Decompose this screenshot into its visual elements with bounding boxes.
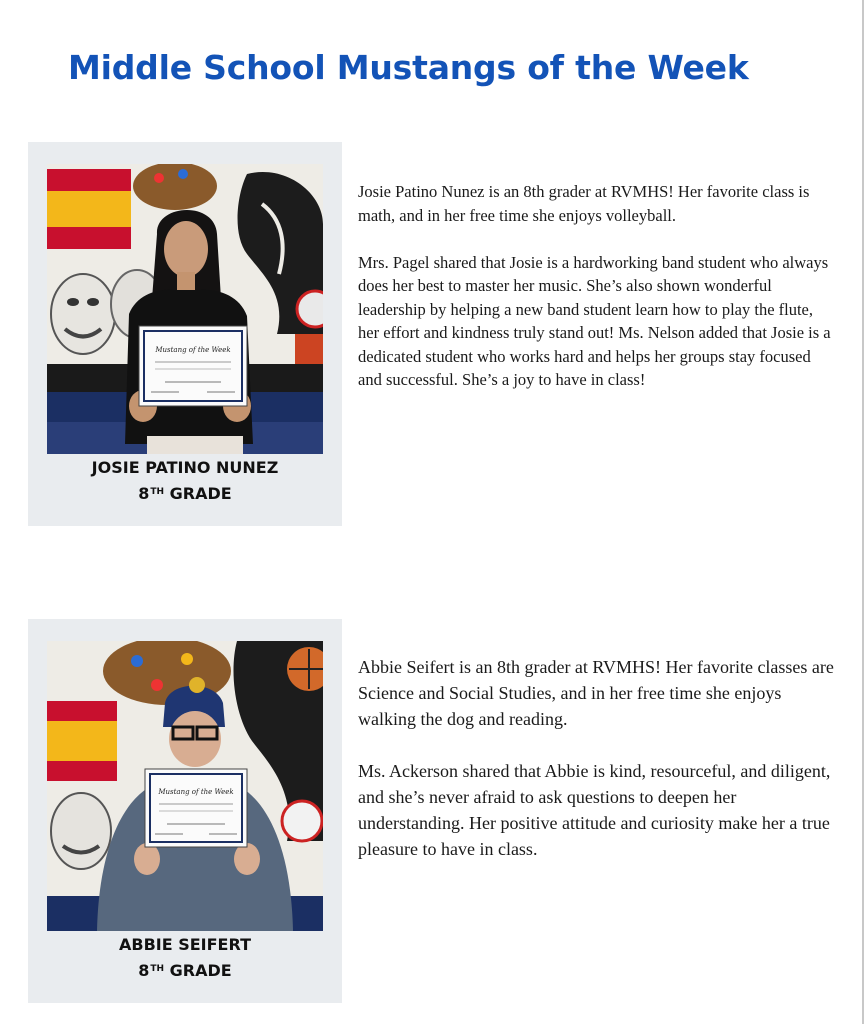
- bio-paragraph: Abbie Seifert is an 8th grader at RVMHS! Her favorite classes are Science and Social Studies, and in her free time she enjoys walking the dog and reading.: [358, 657, 834, 729]
- bio-paragraph: Ms. Ackerson shared that Abbie is kind, resourceful, and diligent, and she’s never afraid to ask questions to deepen her understanding. Her positive attitude and curiosity make her a true pleasure to have in class.: [358, 761, 831, 859]
- certificate-title: Mustang of the Week: [158, 788, 234, 796]
- certificate-title: Mustang of the Week: [155, 346, 231, 354]
- bio-paragraph: Josie Patino Nunez is an 8th grader at RVMHS! Her favorite class is math, and in her free time she enjoys volleyball.: [358, 182, 810, 225]
- student-card: [28, 619, 342, 1003]
- bio-paragraph: Mrs. Pagel shared that Josie is a hardworking band student who always does her best to master her music. She’s also shown wonderful leadership by helping a new band student learn how to play the flute, her effort and kindness truly stand out! Ms. Nelson added that Josie is a dedicated student who works hard and helps her groups stay focused and successful. She’s a joy to have in class!: [358, 252, 831, 389]
- student-photo: [47, 641, 323, 931]
- student-caption: [28, 456, 342, 506]
- student-bio: [358, 654, 838, 888]
- student-card: [28, 142, 342, 526]
- student-photo: [47, 164, 323, 454]
- student-name: JOSIE PATINO NUNEZ: [91, 458, 279, 477]
- student-grade: 8TH GRADE: [138, 484, 232, 503]
- page-title: Middle School Mustangs of the Week: [68, 48, 749, 87]
- student-name: ABBIE SEIFERT: [118, 935, 251, 954]
- student-bio: [358, 180, 838, 415]
- student-grade: 8TH GRADE: [138, 961, 232, 980]
- student-caption: [28, 933, 342, 983]
